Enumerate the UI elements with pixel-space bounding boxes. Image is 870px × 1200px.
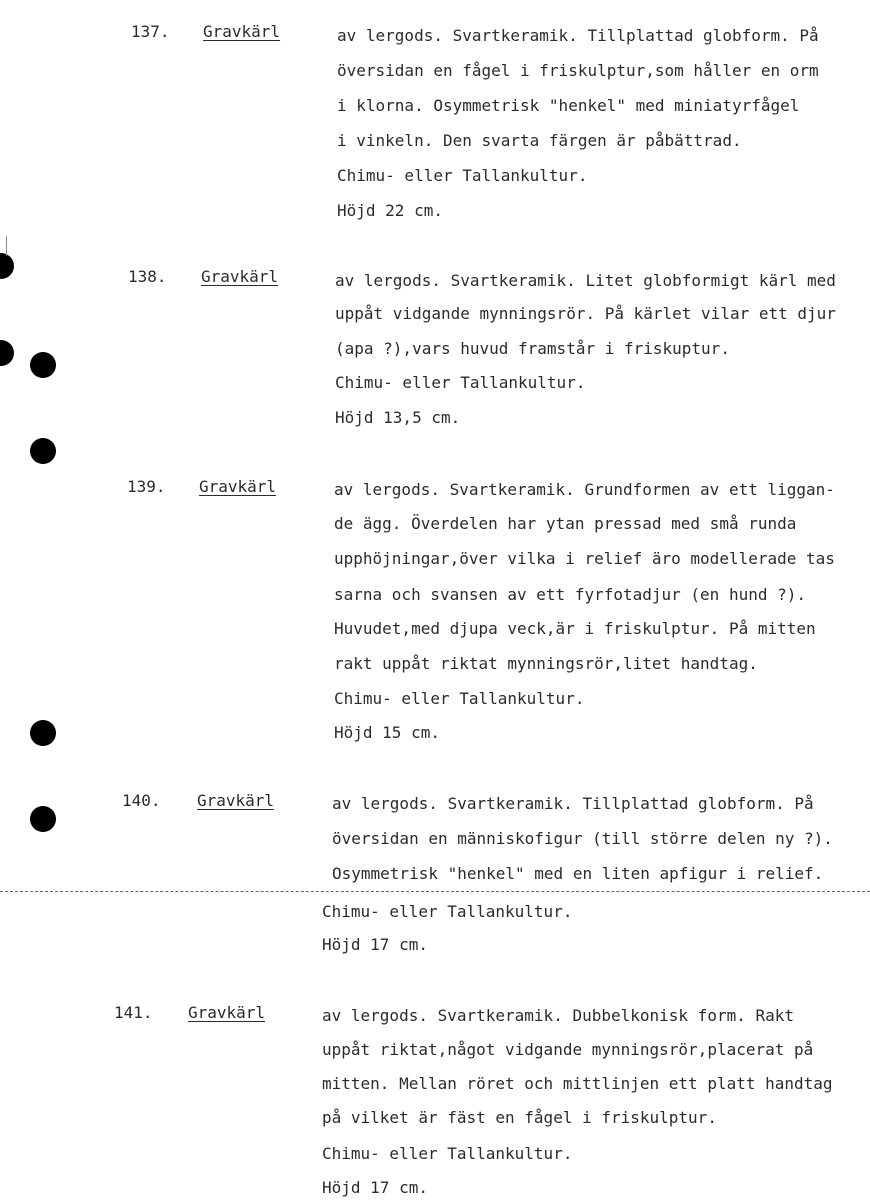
entry-text-line: Höjd 17 cm. <box>322 1178 428 1197</box>
entry-number: 139. <box>127 477 166 496</box>
entry-text-line: av lergods. Svartkeramik. Grundformen av ett liggan- <box>334 480 835 499</box>
entry-text-line: Osymmetrisk "henkel" med en liten apfigur i relief. <box>332 864 824 883</box>
entry-title: Gravkärl <box>203 22 281 41</box>
entry-text-line: rakt uppåt riktat mynningsrör,litet handtag. <box>334 654 758 673</box>
entry-text-line: av lergods. Svartkeramik. Tillplattad globform. På <box>332 794 814 813</box>
entry-text-line: i klorna. Osymmetrisk "henkel" med miniatyrfågel <box>337 96 800 115</box>
entry-text-line: uppåt riktat,något vidgande mynningsrör,placerat på <box>322 1040 814 1059</box>
punch-hole <box>0 340 14 366</box>
entry-text-line: översidan en fågel i friskulptur,som håller en orm <box>337 61 819 80</box>
entry-title: Gravkärl <box>199 477 277 496</box>
entry-number: 140. <box>122 791 161 810</box>
entry-text-line: översidan en människofigur (till större delen ny ?). <box>332 829 833 848</box>
entry-text-line: Chimu- eller Tallankultur. <box>334 689 585 708</box>
entry-text-line: Chimu- eller Tallankultur. <box>322 902 573 921</box>
entry-text-line: uppåt vidgande mynningsrör. På kärlet vilar ett djur <box>335 304 836 323</box>
entry-text-line: Höjd 15 cm. <box>334 723 440 742</box>
entry-text-line: Huvudet,med djupa veck,är i friskulptur. På mitten <box>334 619 816 638</box>
entry-text-line: på vilket är fäst en fågel i friskulptur. <box>322 1108 717 1127</box>
entry-text-line: av lergods. Svartkeramik. Tillplattad globform. På <box>337 26 819 45</box>
entry-text-line: Höjd 17 cm. <box>322 935 428 954</box>
entry-text-line: de ägg. Överdelen har ytan pressad med små runda <box>334 514 797 533</box>
entry-number: 137. <box>131 22 170 41</box>
entry-title: Gravkärl <box>201 267 279 286</box>
entry-title: Gravkärl <box>188 1003 266 1022</box>
punch-hole <box>30 438 56 464</box>
entry-text-line: sarna och svansen av ett fyrfotadjur (en hund ?). <box>334 585 807 604</box>
entry-text-line: i vinkeln. Den svarta färgen är påbättrad. <box>337 131 742 150</box>
entry-text-line: av lergods. Svartkeramik. Dubbelkonisk form. Rakt <box>322 1006 795 1025</box>
punch-hole <box>30 352 56 378</box>
margin-mark <box>6 236 7 256</box>
entry-text-line: av lergods. Svartkeramik. Litet globformigt kärl med <box>335 271 836 290</box>
entry-text-line: Chimu- eller Tallankultur. <box>335 373 586 392</box>
entry-text-line: upphöjningar,över vilka i relief äro modellerade tas <box>334 549 835 568</box>
entry-text-line: Chimu- eller Tallankultur. <box>337 166 588 185</box>
entry-number: 138. <box>128 267 167 286</box>
entry-number: 141. <box>114 1003 153 1022</box>
entry-text-line: mitten. Mellan röret och mittlinjen ett platt handtag <box>322 1074 833 1093</box>
entry-text-line: (apa ?),vars huvud framstår i friskuptur. <box>335 339 730 358</box>
entry-title: Gravkärl <box>197 791 275 810</box>
entry-text-line: Chimu- eller Tallankultur. <box>322 1144 573 1163</box>
punch-hole <box>0 253 14 279</box>
entry-text-line: Höjd 22 cm. <box>337 201 443 220</box>
entry-text-line: Höjd 13,5 cm. <box>335 408 461 427</box>
punch-hole <box>30 806 56 832</box>
punch-hole <box>30 720 56 746</box>
page-fold-line <box>0 891 870 892</box>
